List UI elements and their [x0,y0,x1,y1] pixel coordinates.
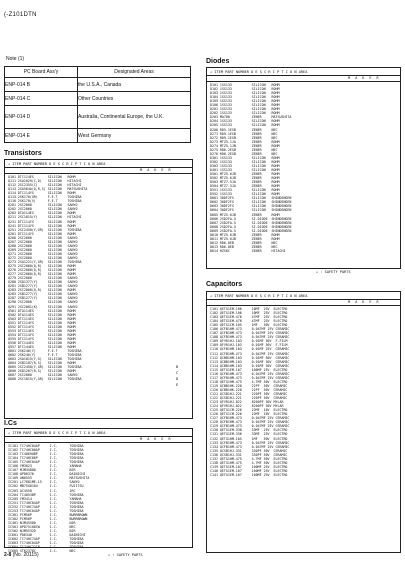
capacitor-row: C114 QCBB1HM-103 0.01MF 50V CERAMIC [210,363,290,368]
capacitor-row: C122 QCSB1HJ-221 220PF 50V CERAMIC [210,396,288,401]
diode-row: D275 RD6.2ESB ZENER NEC [210,147,278,152]
capacitor-row: C136 QCSB1HJ-331 330PF 50V CERAMIC [210,452,288,457]
diode-row: D105 1SS133 SILICON ROHM [210,99,280,104]
transistor-row: Q241 DTC114YS SILICON ROHM [8,223,76,228]
transistor-row: Q275 2SC2060(Q,R) SILICON ROHM [8,264,76,269]
ic-row: IC103 TC4069UBP I.C. TOSHIBA [8,452,84,457]
pc-board-ass: ENP-014 B [5,78,78,92]
transistor-row: Q601 2SK246(Y) F.E.T TOSHIBA [8,349,82,354]
ics-title: I.Cs [4,420,17,427]
designated-area: West Germany [78,129,191,143]
capacitors-list [207,306,400,478]
diode-row: D608 2SD2FA-5 SI.DIODE SHINDENGEN [210,224,292,229]
area-mark: B [176,365,179,369]
ic-row: IC401 NJM4558D I.C. NJR [8,520,76,525]
transistor-row: Q556 DTC144ES SILICON ROHM [8,340,76,345]
pc-col-header: PC Board Ass'y [5,67,78,78]
capacitor-row: C130 QETG1EM-336 33MF 25V ELECTRO [210,428,288,433]
transistor-row: Q271 2SC2060 SILICON SANYO [8,251,78,256]
capacitor-row: C129 QCFB1HM-473 0.047MF 25V CERAMIC [210,424,290,429]
ic-row: IC603 TC74HC04AP I.C. TOSHIBA [8,541,84,546]
capacitor-row: C109 QFVR1HJ-103 0.01MF 50V F.FILM [210,339,288,344]
transistors-title: Transistors [4,150,42,157]
diodes-table [206,67,401,269]
ic-row: IC601 PD6340 I.C. DAINICHI [8,533,86,538]
transistor-row: Q266 2SC2060 SILICON SANYO [8,235,78,240]
footer-safety-note: ⚠ : SAFETY PARTS [108,553,143,557]
transistor-row: Q279 2SC2060 SILICON SANYO [8,276,78,281]
ic-row: IC301 PCM56P I.C. BURRBROWN [8,512,88,517]
transistor-row: Q553 DTC114ES SILICON ROHM [8,328,76,333]
diodes-maker-header: M A K E R [207,76,400,82]
ic-row: IC202 MB75G0104 I.C. FUJITSU [8,484,84,489]
diode-row: D203 MA700 ZENER MATSUSHITA [210,115,292,120]
ics-list [5,443,192,554]
transistor-row: Q607 2SC2060 SILICON SANYO [8,373,78,378]
capacitor-row: C101 QETG1EM-106 10MF 25V ELECTRO [210,307,288,311]
transistor-row: Q201 2SC2060 SILICON SANYO [8,203,78,208]
transistor-row: Q605 2SC2458(Y,GR) SILICON TOSHIBA [8,365,82,370]
ic-row: IC107 MJM4580D I.C. NJR [8,468,76,473]
capacitor-row: C105 QETG1CM-105 1MF 50V ELECTRO [210,323,288,328]
ics-header: ⚠ ITEM PART NUMBER D E S C R I P T I O N AREA [5,429,192,437]
diode-row: D606 2SD2FA-5 SI.DIODE SHINDENGEN [210,216,292,221]
diode-row: D503 MTZ7.5JA ZENER ROHM [210,180,280,185]
diode-row: D202 1SS133 SILICON ROHM [210,111,280,116]
transistor-row: Q111 2SA1029(C,D) SILICON HITACHI [8,179,82,184]
transistors-maker-header: M A K E R [5,168,192,174]
diode-row: D552 1SS133 SILICON ROHM [210,192,280,197]
transistor-row: Q290 2SC2060 SILICON SANYO [8,300,78,305]
transistor-row: Q557 DTC144ES SILICON ROHM [8,344,76,349]
capacitor-row: C118 QETG1HM-475 4.7MF 50V ELECTRO [210,379,288,384]
capacitor-row: C123 QFVR1HJ-822 8200PF 50V MYLAR [210,400,284,405]
capacitor-row: C102 QETG1EM-106 10MF 25V ELECTRO [210,311,288,316]
area-mark: C [176,371,179,375]
capacitor-row: C103 QETG1EM-476 47MF 25V ELECTRO [210,315,288,320]
diode-row: D609 2SD2FA-5 SI.DIODE SHINDENGEN [210,228,292,233]
ic-row: IC605 STK2378C I.C. NEC [8,549,76,554]
transistor-row: Q554 DTC114YS SILICON ROHM [8,332,76,337]
transistor-row: Q112 2SC2355(C) SILICON HITACHI [8,183,82,188]
diode-row: D612 RD6.8EB ZENER NEC [210,240,278,245]
ic-row: IC105 TC74HC04AP I.C. TOSHIBA [8,460,84,465]
diode-row: D614 HZS6C ZENER HITACHI [210,248,286,253]
capacitor-row: C107 QCFB1HM-473 0.047MF 25V CERAMIC [210,331,290,336]
transistor-row: Q101 DTC114ES SILICON ROHM [8,175,76,179]
pc-board-ass: ENP-014 D [5,106,78,129]
ic-row: IC501 UPD75108CW I.C. NEC [8,524,76,529]
transistor-row: Q261 DTC114YS SILICON ROHM [8,231,76,236]
pc-board-ass: ENP-014 C [5,92,78,106]
transistors-table [4,159,193,419]
diode-row: D106 1SS133 SILICON ROHM [210,103,280,108]
diode-row: D302 1SS133 SILICON ROHM [210,159,280,164]
capacitor-row: C126 QETG1CM-226 22MF 16V ELECTRO [210,412,288,417]
diode-row: D610 MTZ5.6JB ZENER ROHM [210,232,280,237]
capacitor-row: C128 QCFB1HM-473 0.047MF 25V CERAMIC [210,420,290,425]
capacitor-row: C132 QETG1HM-105 1MF 50V ELECTRO [210,436,288,441]
diode-row: D303 1SS133 SILICON ROHM [210,163,280,168]
transistor-row: Q501 DTA114ES SILICON ROHM [8,308,76,313]
capacitor-row: C134 QCFB1HM-473 0.047MF 25V CERAMIC [210,444,290,449]
transistor-row: Q251 2SC2458(Y,GR) SILICON TOSHIBA [8,227,82,232]
designated-area: the U.S.A., Canada [78,78,191,92]
capacitors-title: Capacitors [206,281,243,288]
diode-row: D102 1SS133 SILICON ROHM [210,87,280,92]
capacitor-row: C135 QCSB1HJ-331 330PF 50V CERAMIC [210,448,288,453]
transistor-row: Q276 2SC2060(Q,R) SILICON ROHM [8,268,76,273]
transistor-row: Q231 DTC114YS SILICON ROHM [8,219,76,224]
transistor-row: Q268 2SC2060 SILICON SANYO [8,243,78,248]
capacitor-row: C141 QETG1EM-107 100MF 25V ELECTRO [210,472,288,477]
transistor-row: Q281 2SB1277(Y) SILICON SANYO [8,284,78,289]
pc-board-ass: ENP-014 E [5,129,78,143]
transistor-row: Q115 2SK170(GR) F.E.T TOSHIBA [8,195,82,200]
diode-row: D611 MTZ5.6JB ZENER ROHM [210,236,280,241]
transistor-area-marks [176,364,178,388]
transistor-row: Q277 2SC2060(Q,R) SILICON ROHM [8,272,76,277]
transistors-list [5,174,192,382]
transistor-row: Q606 2SD1267(R,S) SILICON ROHM [8,369,76,374]
transistor-row: Q602 2SK246(Y) F.E.T TOSHIBA [8,353,82,358]
diode-row: D501 MTZ5.6JB ZENER ROHM [210,172,280,177]
transistor-row: Q608 2SC1815(Y,GR) SILICON TOSHIBA [8,377,82,382]
diode-row: D274 MTZ5.1JB ZENER ROHM [210,143,280,148]
ic-row: IC602 TC74HC74AP I.C. TOSHIBA [8,537,84,542]
diode-row: D551 1SS133 SILICON ROHM [210,188,280,193]
capacitors-table [206,291,401,553]
diode-row: D204 1SS133 SILICON ROHM [210,119,280,124]
transistor-row: Q114 DTC114YS SILICON ROHM [8,191,76,196]
transistor-row: Q603 2SA1015(Y,G) SILICON TOSHIBA [8,357,82,362]
transistor-row: Q272 2SC2060 SILICON SANYO [8,255,78,260]
area-mark: E [176,383,179,387]
ic-row: IC106 YM3623 I.C. YAMAHA [8,464,82,469]
capacitor-row: C108 QCFB1HM-473 0.047MF 25V CERAMIC [210,335,290,340]
diode-row: D276 RD6.2ESB ZENER NEC [210,151,278,156]
transistor-row: Q113 2SA564A(Q,R,S) SILICON MATSUSHITA [8,187,88,192]
ic-row: IC108 UPD6376 I.C. DAINICHI [8,472,86,477]
capacitor-row: C116 QCFB1HM-473 0.047MF 25V CERAMIC [210,371,290,376]
capacitor-row: C131 QETG1EM-336 33MF 25V ELECTRO [210,432,288,437]
ic-row: IC102 TC74HC00AP I.C. TOSHIBA [8,448,84,453]
transistor-row: Q287 2SB1277(Y) SILICON SANYO [8,296,78,301]
ic-row: IC101 TC74HC04AP I.C. TOSHIBA [8,444,84,448]
ics-table [4,428,193,554]
diode-row: D504 MTZ7.5JA ZENER ROHM [210,184,280,189]
capacitor-row: C138 QETG1HM-475 4.7MF 50V ELECTRO [210,460,288,465]
capacitor-row: C115 QETG1EM-107 100MF 25V ELECTRO [210,367,288,372]
capacitor-row: C104 QETG1EM-476 47MF 25V ELECTRO [210,319,288,324]
transistor-row: Q503 DTC114ES SILICON ROHM [8,316,76,321]
diode-row: D205 1SS133 SILICON ROHM [210,123,280,128]
diode-row: D401 1SS133 SILICON ROHM [210,167,280,172]
diode-row: D601 30DF2FS SILICON SHINDENGEN [210,196,292,201]
capacitor-row: C120 QCBB1HK-220 22PF 50V CERAMIC [210,387,288,392]
ic-row: IC201 LC7881ME-15 I.C. SANYO [8,480,80,485]
diode-row: D101 1SS133 SILICON ROHM [210,83,280,87]
diode-row: D607 2SD2FA-5 SI.DIODE SHINDENGEN [210,220,292,225]
capacitor-row: C140 QETG1EM-107 100MF 25V ELECTRO [210,468,288,473]
capacitor-row: C113 QCBB1HM-103 0.01MF 50V CERAMIC [210,359,290,364]
diode-row: D604 30DF2FS SILICON SHINDENGEN [210,208,292,213]
area-col-header: Designated Areas [78,67,191,78]
transistor-row: Q283 2SC2060(Q,R) SILICON ROHM [8,288,76,293]
ic-row: IC253 TC74HC04AP I.C. TOSHIBA [8,508,84,513]
capacitor-row: C124 QFVR1HJ-822 8200PF 50V MYLAR [210,404,284,409]
issue-number: (No. 20115) [12,552,39,558]
transistor-row: Q203 DTA114ES SILICON ROHM [8,211,76,216]
diode-row: D273 MTZ5.1JA ZENER ROHM [210,139,280,144]
ic-row: IC203 AC4558 I.C. JRC [8,488,76,493]
diode-row: D201 1SS133 SILICON ROHM [210,107,280,112]
transistor-row: Q269 2SC2060 SILICON SANYO [8,247,78,252]
ics-maker-header: M A K E R [5,437,192,443]
pc-board-table [4,66,191,143]
note-label: Note (1) [6,56,25,62]
diode-row: D271 RD9.1ESB ZENER NEC [210,131,278,136]
diode-row: D603 30DF2FS SILICON SHINDENGEN [210,204,292,209]
page-number: 2-8 [4,552,12,558]
diodes-list [207,82,400,254]
diode-row: D502 MTZ5.6JB ZENER ROHM [210,176,280,181]
diode-row: D301 1SS133 SILICON ROHM [210,155,280,160]
transistor-row: Q116 2SK170(V) F.E.T TOSHIBA [8,199,82,204]
ic-row: IC109 AN6555 I.C. MATSUSHITA [8,476,90,481]
capacitor-row: C125 QETG1CM-226 22MF 16V ELECTRO [210,408,288,413]
capacitors-header: ⚠ ITEM PART NUMBER D E S C R I P T I O N AREA [207,292,400,300]
diodes-title: Diodes [206,58,230,65]
ic-row: IC302 PCM56P I.C. BURRBROWN [8,516,88,521]
capacitor-row: C106 QCFB1HM-473 0.047MF 25V CERAMIC [210,327,290,332]
capacitor-row: C112 QCBB1HM-103 0.01MF 50V CERAMIC [210,355,290,360]
footer-page [4,552,39,558]
transistor-row: Q267 2SC2060 SILICON SANYO [8,239,78,244]
ic-row: IC604 TC74HC221P I.C. TOSHIBA [8,545,84,550]
capacitor-row: C127 QCFB1HM-473 0.047MF 25V CERAMIC [210,416,290,421]
diode-row: D272 RD9.1ESB ZENER NEC [210,135,278,140]
transistor-row: Q273 2SA1221(Y,GR) SILICON TOSHIBA [8,259,82,264]
transistor-row: Q291 2SC2001(K) SILICON SANYO [8,304,78,309]
transistor-row: Q552 DTC114YS SILICON ROHM [8,324,76,329]
diodes-header: ⚠ ITEM PART NUMBER D E S C R I P T I O N AREA [207,68,400,76]
capacitor-row: C133 QCFB1HM-473 0.047MF 25V CERAMIC [210,440,290,445]
transistor-row: Q604 2SB1187(R,S) SILICON ROHM [8,361,76,366]
capacitor-row: C137 QETG1HM-475 4.7MF 50V ELECTRO [210,456,288,461]
capacitor-row: C119 QCBB1HK-220 22PF 50V CERAMIC [210,383,288,388]
diode-row: D104 1SS133 SILICON ROHM [210,95,280,100]
capacitor-row: C111 QCFB1HM-473 0.047MF 25V CERAMIC [210,351,290,356]
diode-row: D103 1SS133 SILICON ROHM [210,91,280,96]
transistor-row: Q202 2SC2060 SILICON SANYO [8,207,78,212]
ic-row: IC104 TC74HC86P I.C. TOSHIBA [8,456,84,461]
transistors-header: ⚠ ITEM PART NUMBER D E S C R I P T I O N AREA [5,160,192,168]
ic-row: IC205 YM3414 I.C. YAMAHA [8,496,82,501]
ic-row: IC204 TC4053BP I.C. TOSHIBA [8,492,84,497]
ic-row: IC502 NJM5532D I.C. NJR [8,528,76,533]
diode-row: D613 RD6.8EB ZENER NEC [210,244,278,249]
capacitor-row: C121 QCSB1HJ-221 220PF 50V CERAMIC [210,391,288,396]
designated-area: Australia, Continental Europe, the U.K. [78,106,191,129]
diode-row: D206 RD5.1ESB ZENER NEC [210,127,278,132]
transistor-row: Q285 2SB1277(Y) SILICON SANYO [8,292,78,297]
transistor-row: Q211 2SC1815(Y) SILICON HITACHI [8,215,82,220]
ic-row: IC251 TC74HC04AP I.C. TOSHIBA [8,500,84,505]
transistor-row: Q551 DTC114YS SILICON ROHM [8,320,76,325]
transistor-row: Q555 DTC114YS SILICON ROHM [8,336,76,341]
diode-row: D602 30DF2FS SILICON SHINDENGEN [210,200,292,205]
designated-area: Other Countries [78,92,191,106]
transistor-row: Q280 2SD1377(Y) SILICON SANYO [8,280,78,285]
capacitor-row: C139 QETG1EM-107 100MF 25V ELECTRO [210,464,288,469]
diodes-safety-note: ⚠ : SAFETY PARTS [316,270,351,274]
model-header: (-Z101DTN [4,12,37,18]
capacitor-row: C109 QFVR1HJ-103 0.01MF 50V F.FILM [210,343,288,348]
ic-row: IC252 TC74HC74AP I.C. TOSHIBA [8,504,84,509]
area-mark: D [176,377,179,381]
capacitor-row: C110 QCFB1HM-103 0.01MF 25V CERAMIC [210,347,290,352]
capacitor-row: C117 QCFB1HM-473 0.047MF 25V CERAMIC [210,375,290,380]
capacitors-maker-header: M A K E R [207,300,400,306]
transistor-row: Q502 DTA114ES SILICON ROHM [8,312,76,317]
diode-row: D605 MTZ5.6JB ZENER ROHM [210,212,280,217]
